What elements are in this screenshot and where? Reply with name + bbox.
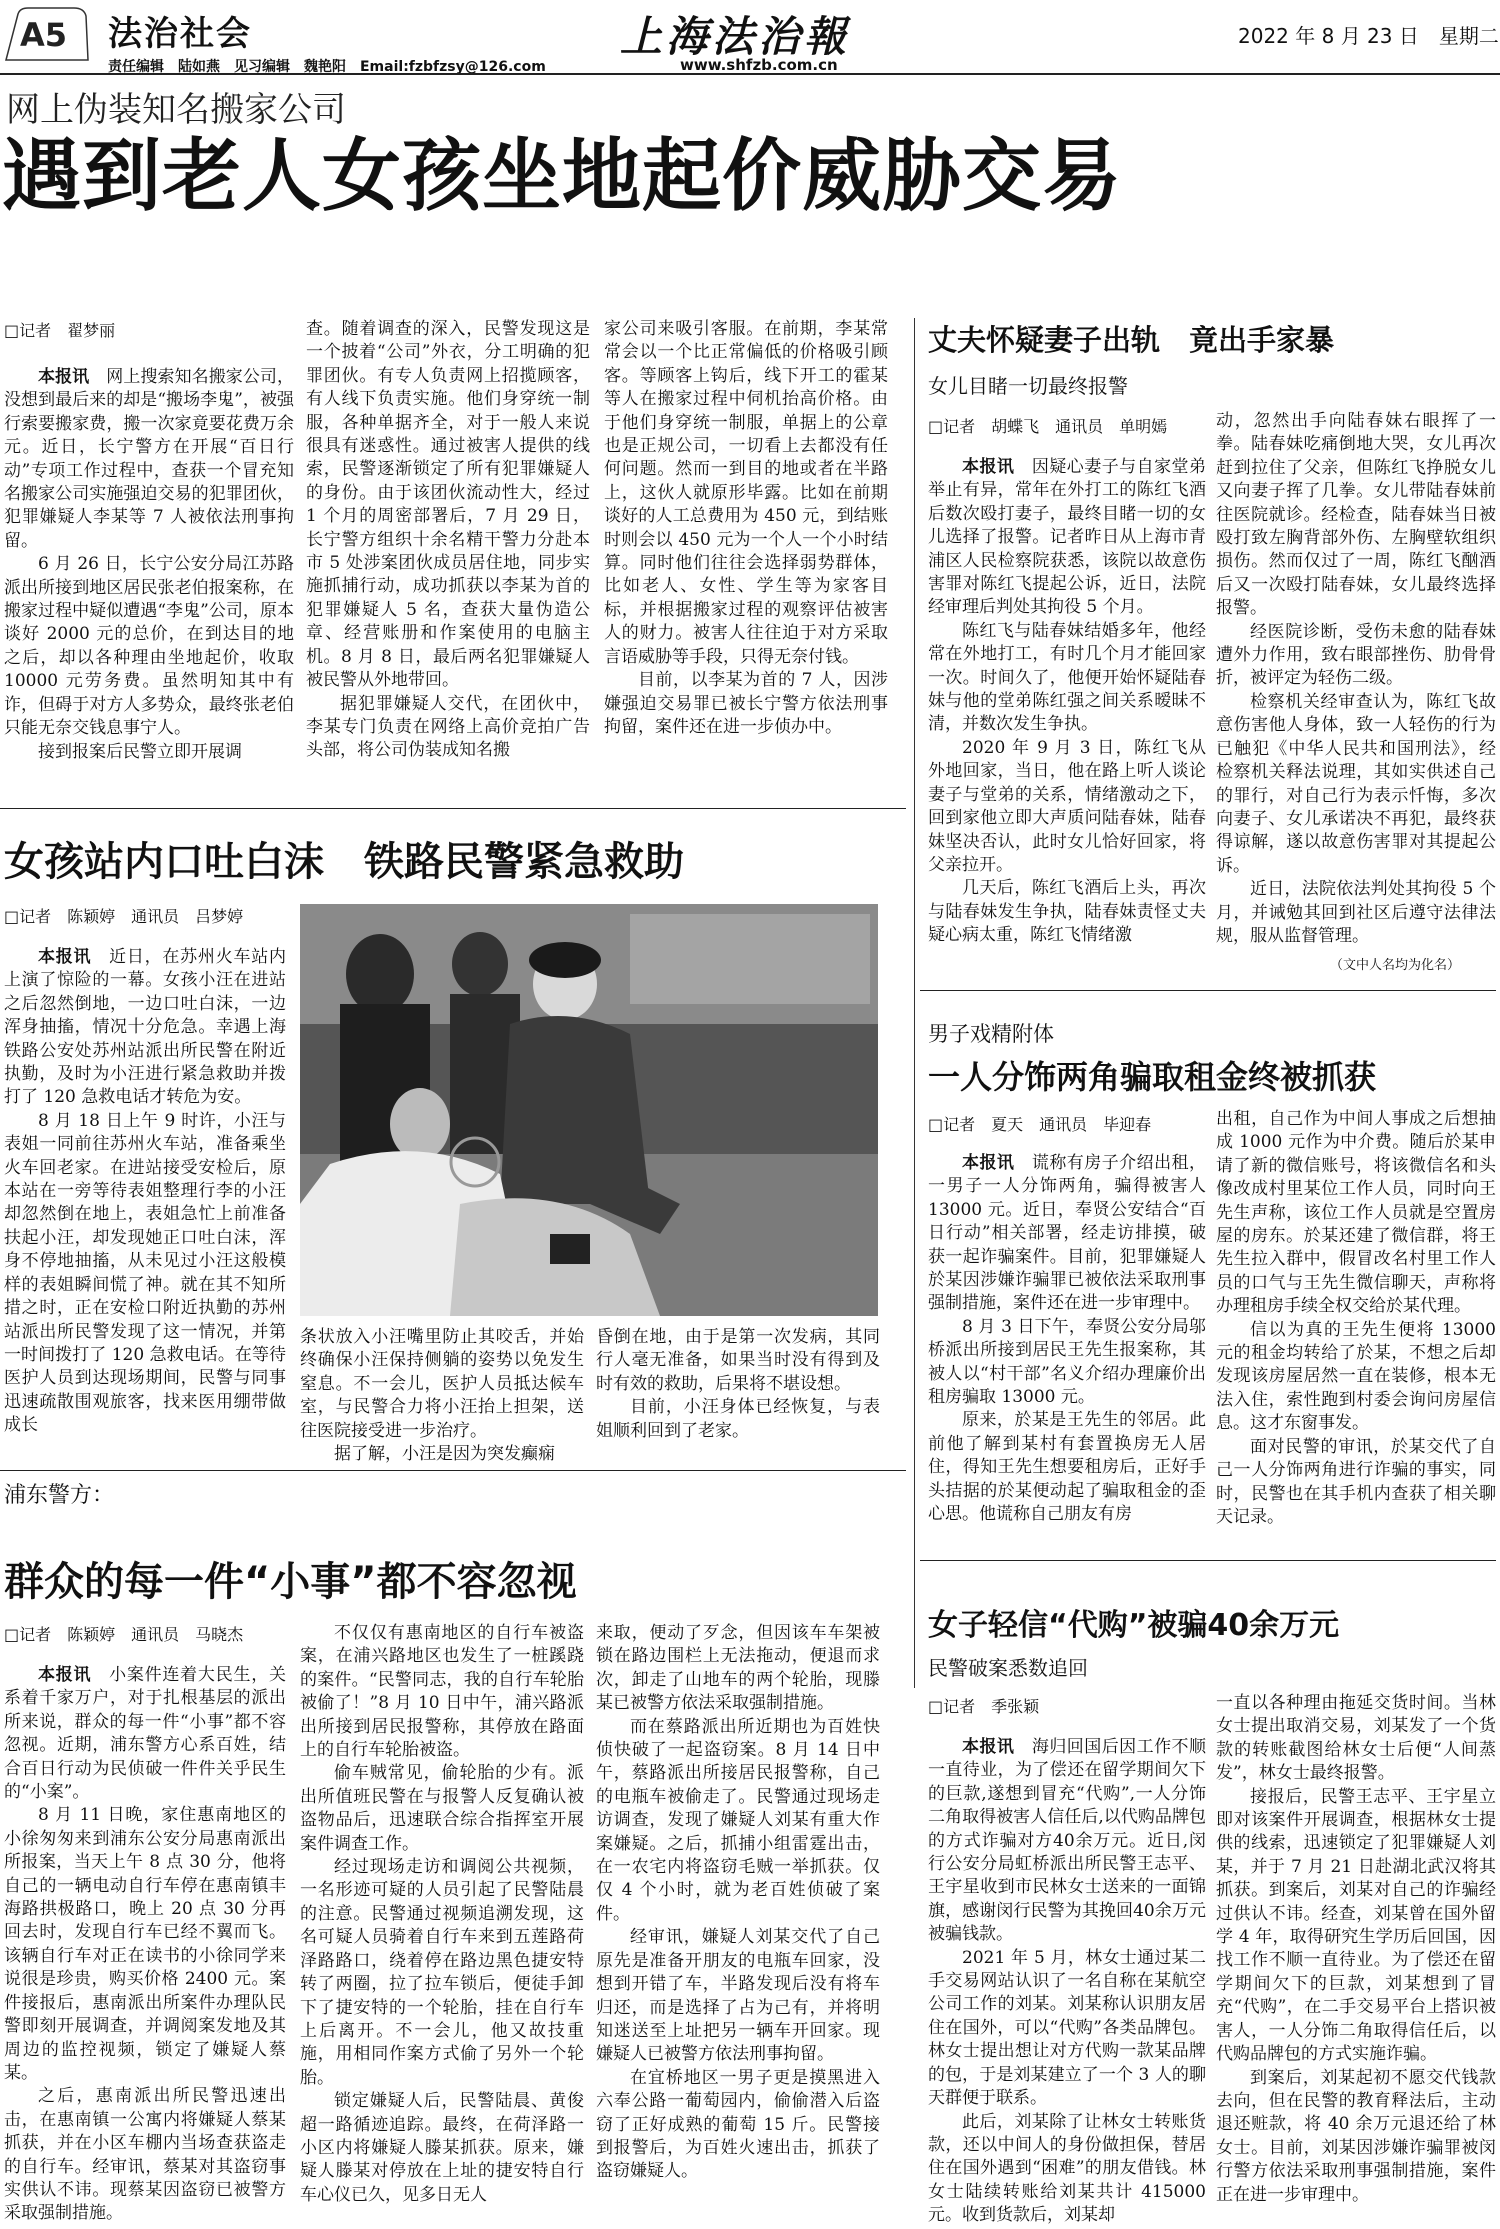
a2-paragraph: 本报讯 因疑心妻子与自家堂弟举止有异，常年在外打工的陈红飞酒后数次殴打妻子，最终目睹一切的女儿选择了报警。记者昨日从上海市青浦区人民检察院获悉，该院以故意伤害罪对陈红飞提起公诉，近日，法院经审理后判处其拘役 5 个月。 [928, 457, 1206, 618]
a2-lead-tag: 本报讯 [962, 457, 1015, 477]
a4-byline [928, 1112, 1165, 1135]
a5-paragraph: 来取，便动了歹念，但因该车车架被锁在路边围栏上无法拖动，便退而求次，卸走了山地车的两个轮胎，现滕某已被警方依法采取强制措施。 [596, 1623, 880, 1714]
a5-paragraph: 在宜桥地区一男子更是摸黑进入六奉公路一葡萄园内，偷偷潜入后盗窃了正好成熟的葡萄 15 斤。民警接到报警后，为百姓火速出击，抓获了盗窃嫌疑人。 [596, 2067, 880, 2182]
a5-column-2 [300, 1622, 584, 2224]
a2-column-2 [1216, 410, 1496, 956]
a4-paragraph: 8 月 3 日下午，奉贤公安分局邬桥派出所接到居民王先生报案称，其被人以“村干部”名义介绍办理廉价出租房骗取 13000 元。 [928, 1316, 1206, 1408]
news-photo [300, 904, 878, 1316]
a3-column-1 [4, 946, 286, 1456]
a6-paragraph: 接报后，民警王志平、王宇星立即对该案件开展调查，根据林女士提供的线索，迅速锁定了犯罪嫌疑人刘某，并于 7 月 21 日赴湖北武汉将其抓获。到案后，刘某对自己的诈骗经过供认不讳。经查，刘某曾在国外留学 4 年，取得研究生学历后回国，因找工作不顺一直待业。为了偿还在留学期间欠下的巨款，刘某想到了冒充“代购”，在二手交易平台上搭识被害人，一人分饰二角取得信任后，以代购品牌包的方式实施诈骗。 [1216, 1786, 1496, 2065]
section-rule [0, 808, 906, 809]
issue-date: 2022 年 8 月 23 日 星期二 [1238, 24, 1499, 48]
a3-paragraph: 目前，小汪身体已经恢复，与表姐顺利回到了老家。 [596, 1397, 880, 1441]
a4-paragraph: 本报讯 谎称有房子介绍出租，一男子一人分饰两角，骗得被害人 13000 元。近日，奉贤公安结合“百日行动”相关部署，经走访排摸，破获一起诈骗案件。目前，犯罪嫌疑人於某因涉嫌诈骗罪已被依法采取刑事强制措施，案件还在进一步审理中。 [928, 1153, 1206, 1314]
a5-paragraph: 本报讯 小案件连着大民生，关系着千家万户，对于扎根基层的派出所来说，群众的每一件“小事”都不容忽视。近期，浦东警方心系百姓，结合百日行动为民侦破一件件关乎民生的“小案”。 [4, 1665, 286, 1803]
a1-paragraph: 家公司来吸引客服。在前期，李某常常会以一个比正常偏低的价格吸引顾客。等顾客上钩后，线下开工的霍某等人在搬家过程中伺机抬高价格。由于他们身穿统一制服，单据上的公章也是正规公司，一切看上去都没有任何问题。然而一到目的地或者在半路上，这伙人就原形毕露。比如在前期谈好的人工总费用为 450 元，到结账时则会以 450 元为一个人一个小时结算。同时他们往往会选择弱势群体，比如老人、女性、学生等为家客目标，并根据搬家过程的观察评估被害人的财力。被害人往往迫于对方采取言语威胁等手段，只得无奈付钱。 [604, 319, 888, 667]
section-rule [920, 1560, 1496, 1561]
a1-paragraph: 据犯罪嫌疑人交代，在团伙中，李某专门负责在网络上高价竞拍广告头部，将公司伪装成知名搬 [306, 693, 590, 761]
a4-paragraph: 原来，於某是王先生的邻居。此前他了解到某村有套置换房无人居住，得知王先生想要租房后，正好手头拮据的於某便动起了骗取租金的歪心思。他谎称自己朋友有房 [928, 1410, 1206, 1525]
a6-byline [928, 1694, 1053, 1717]
a6-paragraph: 此后，刘某除了让林女士转账货款，还以中间人的身份做担保，替居住在国外遇到“困难”的朋友借钱。林女士陆续转账给刘某共计 415000 元。收到货款后，刘某却 [928, 2111, 1206, 2224]
a3-lead-tag: 本报讯 [38, 947, 92, 967]
a1-paragraph: 接到报案后民警立即开展调 [38, 741, 242, 762]
a5-paragraph: 锁定嫌疑人后，民警陆晨、黄俊超一路循迹追踪。最终，在荷泽路一小区内将嫌疑人滕某抓获。原来，嫌疑人滕某对停放在上址的捷安特自行车心仪已久，见多日无人 [300, 2091, 584, 2205]
a2-paragraph: 2020 年 9 月 3 日，陈红飞从外地回家，当日，他在路上听人谈论妻子与堂弟的关系，情绪激动之下，回到家他立即大声质问陆春妹，陆春妹坚决否认，此时女儿恰好回家，将父亲拉开。 [928, 737, 1206, 875]
a2-column-1 [928, 456, 1206, 976]
a5-paragraph: 8 月 11 日晚，家住惠南地区的小徐匆匆来到浦东公安分局惠南派出所报案，当天上午 8 点 30 分，他将自己的一辆电动自行车停在惠南镇丰海路拱极路口，晚上 20 点 30 分再回去时，发现自行车已经不翼而飞。该辆自行车对正在读书的小徐同学来说很是珍贵，购买价格 2400 元。案件接报后，惠南派出所案件办理队民警即刻开展调查，并调阅案发地及其周边的监控视频，锁定了嫌疑人蔡某。 [4, 1805, 286, 2083]
a1-paragraph: 本报讯 网上搜索知名搬家公司，没想到最后来的却是“搬场李鬼”，被强行索要搬家费，搬一次家竟要花费万余元。近日，长宁警方在开展“百日行动”专项工作过程中，查获一个冒充知名搬家公司实施强迫交易的犯罪团伙，犯罪嫌疑人李某等 7 人被依法刑事拘留。 [4, 367, 294, 551]
a1-column-3 [604, 318, 888, 796]
a4-column-2 [1216, 1108, 1496, 1542]
section-rule [920, 990, 1496, 991]
a1-paragraph: 6 月 26 日，长宁公安分局江苏路派出所接到地区居民张老伯报案称，在搬家过程中疑似遭遇“李鬼”公司，原本谈好 2000 元的总价，在到达目的地之后，却以各种理由坐地起价，收取 10000 元劳务费。虽然明知其中有诈，但碍于对方人多势众，最终张老伯只能无奈交钱息事宁人。 [4, 554, 294, 739]
a1-column-2 [306, 318, 590, 796]
a6-byline-text: □记者 季张颖 [928, 1697, 1040, 1716]
a6-lead-tag: 本报讯 [962, 1737, 1015, 1757]
a3-paragraph: 条状放入小汪嘴里防止其咬舌，并始终确保小汪保持侧躺的姿势以免发生窒息。不一会儿，医护人员抵达候车室，与民警合力将小汪抬上担架，送往医院接受进一步治疗。 [300, 1327, 584, 1441]
page-number: A5 [20, 16, 68, 54]
a2-paragraph: 动，忽然出手向陆春妹右眼挥了一拳。陆春妹吃痛倒地大哭，女儿再次赶到拉住了父亲，但陈红飞挣脱女儿又向妻子挥了几拳。女儿带陆春妹前往医院就诊。经检查，陆春妹当日被殴打致左胸背部外伤、左胸壁软组织损伤。然而仅过了一周，陈红飞酗酒后又一次殴打陆春妹，女儿最终选择报警。 [1216, 411, 1496, 619]
a5-column-3 [596, 1622, 880, 2224]
a5-lead-tag: 本报讯 [38, 1665, 92, 1685]
a3-paragraph: 8 月 18 日上午 9 时许，小汪与表姐一同前往苏州火车站，准备乘坐火车回老家。在进站接受安检后，原本站在一旁等待表姐整理行李的小汪却忽然倒在地上，表姐急忙上前准备扶起小汪，却发现她正口吐白沫，浑身不停地抽搐，从未见过小汪这般模样的表姐瞬间慌了神。就在其不知所措之时，正在安检口附近执勤的苏州站派出所民警发现了这一情况，并第一时间拨打了 120 急救电话。在等待医护人员到达现场期间，民警与同事迅速疏散围观旅客，找来医用绷带做成长 [4, 1110, 286, 1436]
a2-subhead: 女儿目睹一切最终报警 [928, 374, 1128, 398]
a2-paragraph: 几天后，陈红飞酒后上头，再次与陆春妹发生争执，陆春妹责怪丈夫疑心病太重，陈红飞情绪激 [928, 878, 1206, 946]
a2-byline-text: □记者 胡蝶飞 通讯员 单明嫣 [928, 417, 1168, 436]
a5-paragraph: 之后，惠南派出所民警迅速出击，在惠南镇一公寓内将嫌疑人蔡某抓获，并在小区车棚内当场查获盗走的自行车。经审讯，蔡某对其盗窃事实供认不讳。现蔡某因盗窃已被警方采取强制措施。 [4, 2086, 286, 2224]
editors-line: 责任编辑 陆如燕 见习编辑 魏艳阳 Email:fzbfzsy@126.com [108, 59, 546, 75]
column-divider [914, 318, 915, 1688]
a5-paragraph: 不仅仅有惠南地区的自行车被盗案，在浦兴路地区也发生了一桩蹊跷的案件。“民警同志，我的自行车轮胎被偷了！”8 月 10 日中午，浦兴路派出所接到居民报警称，其停放在路面上的自行车轮胎被盗。 [300, 1623, 584, 1761]
a6-paragraph: 一直以各种理由拖延交货时间。当林女士提出取消交易，刘某发了一个货款的转账截图给林女士后便“人间蒸发”，林女士最终报警。 [1216, 1693, 1496, 1784]
a6-column-2 [1216, 1692, 1496, 2224]
a2-paragraph: 经医院诊断，受伤未愈的陆春妹遭外力作用，致右眼部挫伤、肋骨骨折，被评定为轻伤二级。 [1216, 621, 1496, 689]
masthead-rule [0, 73, 1500, 75]
a3-headline: 女孩站内口吐白沫 铁路民警紧急救助 [4, 839, 684, 885]
a5-paragraph: 偷车贼常见，偷轮胎的少有。派出所值班民警在与报警人反复确认被盗物品后，迅速联合综合指挥室开展案件调查工作。 [300, 1763, 584, 1854]
a1-byline [4, 318, 129, 341]
a1-lead-tag: 本报讯 [38, 367, 90, 387]
a4-byline-text: □记者 夏天 通讯员 毕迎春 [928, 1115, 1152, 1134]
a2-paragraph: 近日，法院依法判处其拘役 5 个月，并诫勉其回到社区后遵守法律法规，服从监督管理。 [1216, 879, 1496, 946]
a3-paragraph: 据了解，小汪是因为突发癫痫 [334, 1444, 555, 1464]
a1-column-1 [4, 366, 294, 796]
a6-paragraph: 本报讯 海归回国后因工作不顺一直待业，为了偿还在留学期间欠下的巨款,遂想到冒充“代购”,一人分饰二角取得被害人信任后,以代购品牌包的方式诈骗对方40余万元。近日,闵行公安分局虹桥派出所民警王志平、王宇星收到市民林女士送来的一面锦旗，感谢闵行民警为其挽回40余万元被骗钱款。 [928, 1737, 1206, 1945]
section-rule [0, 1470, 906, 1471]
a6-column-1 [928, 1736, 1206, 2224]
a4-paragraph: 面对民警的审讯，於某交代了自己一人分饰两角进行诈骗的事实，同时，民警也在其手机内查获了相关聊天记录。 [1216, 1436, 1496, 1527]
a3-column-3 [596, 1326, 880, 1464]
a5-paragraph: 经过现场走访和调阅公共视频，一名形迹可疑的人员引起了民警陆晨的注意。民警通过视频追溯发现，这名可疑人员骑着自行车来到五莲路荷泽路路口，绕着停在路边黑色捷安特转了两圈，拉了拉车锁后，便徒手卸下了捷安特的一个轮胎，挂在自行车上后离开。不一会儿，他又故技重施，用相同作案方式偷了另外一个轮胎。 [300, 1857, 584, 2088]
a5-kicker: 浦东警方： [4, 1483, 115, 1508]
a6-subhead: 民警破案悉数追回 [928, 1656, 1088, 1680]
newspaper-name: 上海法治報 [620, 12, 851, 61]
a2-byline [928, 414, 1181, 437]
section-title: 法治社会 [108, 14, 252, 54]
a6-paragraph: 到案后，刘某起初不愿交代钱款去向，但在民警的教育释法后，主动退还赃款，将 40 余万元退还给了林女士。目前，刘某因涉嫌诈骗罪被闵行警方依法采取刑事强制措施，案件正在进一步审理中。 [1216, 2067, 1496, 2205]
a2-headline: 丈夫怀疑妻子出轨 竟出手家暴 [928, 323, 1335, 357]
a5-paragraph: 经审讯，嫌疑人刘某交代了自己原先是准备开朋友的电瓶车回家，没想到开错了车，半路发现后没有将车归还，而是选择了占为己有，并将明知迷送至上址把另一辆车开回家。现嫌疑人已被警方依法刑事拘留。 [596, 1927, 880, 2065]
photo-illustration [300, 904, 878, 1316]
a2-name-note: （文中人名均为化名） [1330, 958, 1461, 973]
a4-kicker: 男子戏精附体 [928, 1022, 1054, 1046]
a1-paragraph: 目前，以李某为首的 7 人，因涉嫌强迫交易罪已被长宁警方依法刑事拘留，案件还在进一步侦办中。 [604, 670, 888, 737]
a4-headline: 一人分饰两角骗取租金终被抓获 [928, 1058, 1377, 1096]
a4-paragraph: 信以为真的王先生便将 13000 元的租金均转给了於某，不想之后却发现该房屋居然一直在装修，根本无法入住，索性跑到村委会询问房屋信息。这才东窗事发。 [1216, 1319, 1496, 1434]
a2-paragraph: 陈红飞与陆春妹结婚多年，他经常在外地打工，有时几个月才能回家一次。时间久了，他便开始怀疑陆春妹与他的堂弟陈红强之间关系暧昧不清，并数次发生争执。 [928, 620, 1206, 735]
a5-headline: 群众的每一件“小事”都不容忽视 [4, 1559, 577, 1605]
a5-column-1 [4, 1664, 286, 2224]
a3-byline-text: □记者 陈颖婷 通讯员 吕梦婷 [4, 907, 244, 926]
masthead [0, 0, 1500, 75]
a5-paragraph: 而在蔡路派出所近期也为百姓快侦快破了一起盗窃案。8 月 14 日中午，蔡路派出所接居民报警称，自己的电瓶车被偷走了。民警通过现场走访调查，发现了嫌疑人刘某有重大作案嫌疑。之后，抓捕小组雷霆出击，在一农宅内将盗窃毛贼一举抓获。仅仅 4 个小时，就为老百姓侦破了案件。 [596, 1716, 880, 1924]
a1-paragraph: 查。随着调查的深入，民警发现这是一个披着“公司”外衣，分工明确的犯罪团伙。有专人负责网上招揽顾客，有人线下负责实施。他们身穿统一制服，各种单据齐全，对于一般人来说很具有迷惑性。通过被害人提供的线索，民警逐渐锁定了所有犯罪嫌疑人的身份。由于该团伙流动性大，经过 1 个月的周密部署后，7 月 29 日，长宁警方组织十余名精干警力分赴本市 5 处涉案团伙成员居住地，同步实施抓捕行动，成功抓获以李某为首的犯罪嫌疑人 5 名，查获大量伪造公章、经营账册和作案使用的电脑主机。8 月 8 日，最后两名犯罪嫌疑人被民警从外地带回。 [306, 319, 590, 691]
a4-paragraph: 出租，自己作为中间人事成之后想抽成 1000 元作为中介费。随后於某申请了新的微信账号，将该微信名和头像改成村里某位工作人员，同时向王先生声称，该位工作人员就是空置房屋的房东。於某还建了微信群，将王先生拉入群中，假冒改名村里工作人员的口气与王先生微信聊天，声称将办理租房手续全权交给於某代理。 [1216, 1109, 1496, 1317]
a4-column-1 [928, 1152, 1206, 1542]
a6-paragraph: 2021 年 5 月，林女士通过某二手交易网站认识了一名自称在某航空公司工作的刘某。刘某称认识朋友居住在国外，可以“代购”各类品牌包。林女士提出想让对方代购一款某品牌的包，于是刘某建立了一个 3 人的聊天群便于联系。 [928, 1947, 1206, 2109]
a1-kicker: 网上伪装知名搬家公司 [6, 90, 346, 130]
a2-paragraph: 检察机关经审查认为，陈红飞故意伤害他人身体，致一人轻伤的行为已触犯《中华人民共和国刑法》，经检察机关释法说理，其如实供述自己的罪行，对自己行为表示忏悔，多次向妻子、女儿承诺决不再犯，最终获得谅解，遂以故意伤害罪对其提起公诉。 [1216, 691, 1496, 876]
a1-headline: 遇到老人女孩坐地起价威胁交易 [2, 130, 1122, 222]
a3-paragraph: 昏倒在地，由于是第一次发病，其同行人毫无准备，如果当时没有得到及时有效的救助，后果将不堪设想。 [596, 1327, 880, 1394]
a6-headline: 女子轻信“代购”被骗40余万元 [928, 1608, 1340, 1643]
a5-byline-text: □记者 陈颖婷 通讯员 马晓杰 [4, 1625, 244, 1644]
a3-column-2 [300, 1326, 584, 1464]
page-number-badge [4, 4, 90, 62]
website: www.shfzb.com.cn [680, 56, 838, 74]
a3-paragraph: 本报讯 近日，在苏州火车站内上演了惊险的一幕。女孩小汪在进站之后忽然倒地，一边口吐白沫，一边浑身抽搐，情况十分危急。幸遇上海铁路公安处苏州站派出所民警在附近执勤，及时为小汪进行紧急救助并拨打了 120 急救电话才转危为安。 [4, 947, 286, 1108]
a3-byline [4, 904, 257, 927]
a5-byline [4, 1622, 257, 1645]
a1-byline-text: □记者 翟梦丽 [4, 321, 116, 340]
a4-lead-tag: 本报讯 [962, 1153, 1015, 1173]
